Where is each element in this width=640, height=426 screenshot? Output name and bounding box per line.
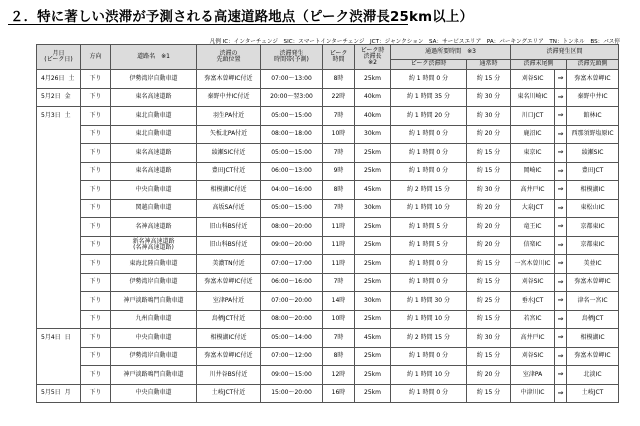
time-window-cell: 09:00～15:00 [261,366,323,385]
road-cell: 中央自動車道 [111,384,197,403]
road-cell: 伊勢湾岸自動車道 [111,70,197,89]
head-location-cell: 矢板北PA付近 [197,125,261,144]
date-label: 5月2日 [41,93,61,101]
date-cell [37,162,81,181]
date-cell [37,144,81,163]
section-head-cell: 東松山IC [567,199,619,218]
section-end-cell: 竜王IC [511,218,555,237]
head-location-cell: 土岐JCT付近 [197,384,261,403]
head-location-cell: 高坂SA付近 [197,199,261,218]
arrow-cell: ⇒ [555,107,567,126]
peak-time-cell: 9時 [323,162,355,181]
travel-normal-cell: 約 20 分 [467,218,511,237]
section-head-cell: 館林IC [567,107,619,126]
header-peak-length-label: ピーク時 渋滞長 [360,46,385,60]
travel-peak-cell: 約 1 時間 0 分 [391,347,467,366]
head-location-cell: 綾瀬SIC付近 [197,144,261,163]
time-window-cell: 09:00～20:00 [261,236,323,255]
direction-cell: 下り [81,255,111,274]
arrow-cell: ⇒ [555,199,567,218]
road-cell: 関越自動車道 [111,199,197,218]
head-location-cell: 川井谷BS付近 [197,366,261,385]
peak-time-cell: 7時 [323,144,355,163]
section-head-cell: 秦野中井IC [567,88,619,107]
table-row [37,292,619,311]
table-row [37,107,619,126]
travel-normal-cell: 約 15 分 [467,273,511,292]
date-label: 5月3日 [41,111,61,119]
peak-length-cell: 25km [355,310,391,329]
time-window-cell: 07:00～13:00 [261,70,323,89]
section-end-cell: 高井戸IC [511,329,555,348]
direction-cell: 下り [81,236,111,255]
head-location-cell: 美濃TN付近 [197,255,261,274]
date-cell [37,292,81,311]
section-head-cell: 美並IC [567,255,619,274]
table-row [37,144,619,163]
direction-cell: 下り [81,162,111,181]
travel-peak-cell: 約 1 時間 10 分 [391,310,467,329]
travel-peak-cell: 約 1 時間 0 分 [391,273,467,292]
section-head-cell: 綾瀬SIC [567,144,619,163]
section-end-cell: 刈谷SIC [511,347,555,366]
section-end-cell: 中津川IC [511,384,555,403]
section-end-cell: 刈谷SIC [511,273,555,292]
section-end-cell: 刈谷SIC [511,70,555,89]
direction-cell: 下り [81,88,111,107]
head-location-cell: 弥富木曽岬IC付近 [197,273,261,292]
travel-peak-cell: 約 1 時間 0 分 [391,70,467,89]
direction-cell: 下り [81,329,111,348]
travel-normal-cell: 約 15 分 [467,347,511,366]
arrow-cell: ⇒ [555,366,567,385]
peak-time-cell: 12時 [323,366,355,385]
travel-peak-cell: 約 1 時間 10 分 [391,366,467,385]
travel-normal-cell: 約 20 分 [467,199,511,218]
peak-time-cell: 11時 [323,255,355,274]
travel-peak-cell: 約 1 時間 0 分 [391,384,467,403]
header-peak-length-note: ※2 [368,59,377,67]
direction-cell: 下り [81,384,111,403]
time-window-cell: 06:00～16:00 [261,273,323,292]
section-end-cell: 大泉JCT [511,199,555,218]
arrow-cell: ⇒ [555,181,567,200]
head-location-cell: 相模湖IC付近 [197,329,261,348]
abbreviation-legend: 凡例 IC：インターチェンジ SIC：スマートインターチェンジ JCT：ジャンクション SA：サービスエリア PA：パーキングエリア TN：トンネル BS：バス停 [209,39,620,45]
peak-time-cell: 16時 [323,384,355,403]
travel-peak-cell: 約 1 時間 0 分 [391,125,467,144]
arrow-cell: ⇒ [555,144,567,163]
section-head-cell: 相模湖IC [567,181,619,200]
weekday-label: 金 [64,93,71,101]
peak-length-cell: 45km [355,181,391,200]
weekday-label: 月 [64,389,71,397]
header-direction: 方向 [81,45,111,70]
peak-time-cell: 11時 [323,218,355,237]
direction-cell: 下り [81,70,111,89]
date-label: 4月26日 [41,74,65,82]
road-cell: 東北自動車道 [111,125,197,144]
header-time-window: 渋滞発生 時間帯(予測) [261,45,323,70]
arrow-cell: ⇒ [555,273,567,292]
direction-cell: 下り [81,144,111,163]
table-row [37,199,619,218]
header-travel-time: 通過所要時間 ※3 [391,45,511,60]
road-cell: 東名高速道路 [111,162,197,181]
peak-length-cell: 25km [355,273,391,292]
direction-cell: 下り [81,125,111,144]
peak-length-cell: 25km [355,255,391,274]
date-cell [37,310,81,329]
date-cell [37,347,81,366]
time-window-cell: 07:00～12:00 [261,347,323,366]
peak-length-cell: 25km [355,347,391,366]
peak-length-cell: 25km [355,366,391,385]
arrow-cell: ⇒ [555,329,567,348]
peak-length-cell: 40km [355,107,391,126]
congestion-table [36,44,619,403]
table-row [37,347,619,366]
section-head-cell: 豊田JCT [567,162,619,181]
peak-length-cell: 25km [355,218,391,237]
section-head-cell: 鳥栖JCT [567,310,619,329]
travel-normal-cell: 約 15 分 [467,384,511,403]
time-window-cell: 05:00～15:00 [261,144,323,163]
direction-cell: 下り [81,199,111,218]
peak-length-cell: 30km [355,199,391,218]
peak-length-cell: 30km [355,292,391,311]
travel-normal-cell: 約 30 分 [467,107,511,126]
section-head-cell: 京都東IC [567,218,619,237]
date-cell [37,125,81,144]
header-section-end: 渋滞末尾側 [511,60,567,70]
time-window-cell: 07:00～20:00 [261,292,323,311]
table-row [37,310,619,329]
road-cell: 九州自動車道 [111,310,197,329]
road-cell: 東北自動車道 [111,107,197,126]
section-head-cell: 弥富木曽岬IC [567,70,619,89]
peak-time-cell: 7時 [323,107,355,126]
header-travel-normal: 通常時 [467,60,511,70]
peak-length-cell: 40km [355,88,391,107]
time-window-cell: 07:00～17:00 [261,255,323,274]
head-location-cell: 弥富木曽岬IC付近 [197,70,261,89]
header-date: 月日 (ピーク日) [37,45,81,70]
date-cell [37,107,81,126]
weekday-label: 土 [68,74,75,82]
road-cell: 神戸淡路鳴門自動車道 [111,292,197,311]
header-peak-time: ピーク 時間 [323,45,355,70]
table-row [37,125,619,144]
head-location-cell: 秦野中井IC付近 [197,88,261,107]
section-head-cell: 弥富木曽岬IC [567,273,619,292]
header-travel-peak: ピーク渋滞時 [391,60,467,70]
time-window-cell: 04:00～16:00 [261,181,323,200]
section-end-cell: 垂水JCT [511,292,555,311]
section-end-cell: 一宮木曽川IC [511,255,555,274]
date-cell [37,366,81,385]
arrow-cell: ⇒ [555,292,567,311]
peak-time-cell: 10時 [323,310,355,329]
table-row [37,181,619,200]
title-underline [8,24,408,25]
section-head-cell: 弥富木曽岬IC [567,347,619,366]
section-head-cell: 相模湖IC [567,329,619,348]
travel-normal-cell: 約 25 分 [467,292,511,311]
arrow-cell: ⇒ [555,88,567,107]
direction-cell: 下り [81,218,111,237]
peak-time-cell: 7時 [323,199,355,218]
date-cell [37,181,81,200]
section-end-cell: 高井戸IC [511,181,555,200]
header-head-location: 渋滞の 先頭位置 [197,45,261,70]
section-head-cell: 西那須野塩原IC [567,125,619,144]
travel-normal-cell: 約 30 分 [467,181,511,200]
weekday-label: 土 [64,111,71,119]
travel-peak-cell: 約 1 時間 10 分 [391,199,467,218]
direction-cell: 下り [81,366,111,385]
arrow-cell: ⇒ [555,236,567,255]
section-end-cell: 岡崎IC [511,162,555,181]
peak-length-cell: 25km [355,70,391,89]
section-head-cell: 津名一宮IC [567,292,619,311]
table-row [37,236,619,255]
time-window-cell: 05:00～14:00 [261,329,323,348]
date-cell [37,218,81,237]
peak-length-cell: 25km [355,236,391,255]
peak-time-cell: 14時 [323,292,355,311]
travel-peak-cell: 約 1 時間 5 分 [391,236,467,255]
travel-normal-cell: 約 15 分 [467,310,511,329]
peak-length-cell: 25km [355,144,391,163]
direction-cell: 下り [81,181,111,200]
travel-peak-cell: 約 1 時間 0 分 [391,255,467,274]
time-window-cell: 05:00～15:00 [261,199,323,218]
peak-time-cell: 8時 [323,70,355,89]
head-location-cell: 鳥栖JCT付近 [197,310,261,329]
travel-normal-cell: 約 30 分 [467,329,511,348]
travel-normal-cell: 約 30 分 [467,88,511,107]
travel-normal-cell: 約 20 分 [467,366,511,385]
travel-normal-cell: 約 15 分 [467,162,511,181]
arrow-cell: ⇒ [555,125,567,144]
header-section-head: 渋滞先頭側 [567,60,619,70]
head-location-cell: 豊田JCT付近 [197,162,261,181]
travel-peak-cell: 約 1 時間 0 分 [391,144,467,163]
peak-time-cell: 10時 [323,125,355,144]
table-row [37,329,619,348]
arrow-cell: ⇒ [555,162,567,181]
travel-normal-cell: 約 15 分 [467,70,511,89]
table-row [37,366,619,385]
direction-cell: 下り [81,107,111,126]
road-cell: 中央自動車道 [111,329,197,348]
date-cell [37,236,81,255]
section-end-cell: 東京IC [511,144,555,163]
time-window-cell: 20:00～翌3:00 [261,88,323,107]
arrow-cell: ⇒ [555,310,567,329]
date-label: 5月5日 [41,389,61,397]
road-cell: 伊勢湾岸自動車道 [111,273,197,292]
arrow-cell: ⇒ [555,218,567,237]
head-location-cell: 室津PA付近 [197,292,261,311]
direction-cell: 下り [81,310,111,329]
travel-peak-cell: 約 2 時間 15 分 [391,329,467,348]
arrow-cell: ⇒ [555,347,567,366]
road-cell: 中央自動車道 [111,181,197,200]
section-end-cell: 鹿沼IC [511,125,555,144]
date-cell [37,255,81,274]
section-head-cell: 北淡IC [567,366,619,385]
travel-peak-cell: 約 1 時間 20 分 [391,107,467,126]
peak-time-cell: 7時 [323,329,355,348]
header-peak-length [355,45,391,70]
date-cell [37,384,81,403]
weekday-label: 日 [64,333,71,341]
time-window-cell: 05:00～15:00 [261,107,323,126]
travel-peak-cell: 約 1 時間 35 分 [391,88,467,107]
head-location-cell: 旧山科BS付近 [197,236,261,255]
peak-length-cell: 30km [355,125,391,144]
road-cell: 新名神高速道路 (名神高速道路) [111,236,197,255]
section-head-cell: 京都東IC [567,236,619,255]
table-row [37,384,619,403]
date-cell [37,70,81,89]
travel-normal-cell: 約 15 分 [467,144,511,163]
direction-cell: 下り [81,273,111,292]
date-cell [37,273,81,292]
travel-peak-cell: 約 1 時間 5 分 [391,218,467,237]
peak-time-cell: 8時 [323,181,355,200]
travel-normal-cell: 約 15 分 [467,255,511,274]
arrow-cell: ⇒ [555,384,567,403]
date-label: 5月4日 [41,333,61,341]
peak-time-cell: 22時 [323,88,355,107]
section-end-cell: 若宮IC [511,310,555,329]
head-location-cell: 旧山科BS付近 [197,218,261,237]
road-cell: 名神高速道路 [111,218,197,237]
head-location-cell: 羽生PA付近 [197,107,261,126]
time-window-cell: 15:00～20:00 [261,384,323,403]
date-cell [37,199,81,218]
section-end-cell: 信楽IC [511,236,555,255]
time-window-cell: 08:00～18:00 [261,125,323,144]
travel-peak-cell: 約 1 時間 30 分 [391,292,467,311]
road-cell: 伊勢湾岸自動車道 [111,347,197,366]
direction-cell: 下り [81,347,111,366]
table-row [37,218,619,237]
time-window-cell: 08:00～20:00 [261,310,323,329]
head-location-cell: 相模湖IC付近 [197,181,261,200]
section-end-cell: 室津PA [511,366,555,385]
road-cell: 東名高速道路 [111,88,197,107]
time-window-cell: 08:00～20:00 [261,218,323,237]
road-cell: 東海北陸自動車道 [111,255,197,274]
section-end-cell: 東名川崎IC [511,88,555,107]
section-head-cell: 土岐JCT [567,384,619,403]
peak-time-cell: 8時 [323,347,355,366]
arrow-cell: ⇒ [555,70,567,89]
header-road: 道路名 ※1 [111,45,197,70]
table-row [37,70,619,89]
table-row [37,273,619,292]
travel-normal-cell: 約 20 分 [467,125,511,144]
travel-normal-cell: 約 20 分 [467,236,511,255]
table-row [37,162,619,181]
head-location-cell: 弥富木曽岬IC付近 [197,347,261,366]
peak-length-cell: 25km [355,162,391,181]
date-cell [37,329,81,348]
peak-length-cell: 45km [355,329,391,348]
road-cell: 東名高速道路 [111,144,197,163]
table-row [37,255,619,274]
time-window-cell: 06:00～13:00 [261,162,323,181]
travel-peak-cell: 約 2 時間 15 分 [391,181,467,200]
direction-cell: 下り [81,292,111,311]
table-row [37,88,619,107]
page-title: ２．特に著しい渋滞が予測される高速道路地点（ピーク渋滞長25km以上） [10,10,474,25]
date-cell [37,88,81,107]
table-body [37,70,619,403]
arrow-cell: ⇒ [555,255,567,274]
travel-peak-cell: 約 1 時間 0 分 [391,162,467,181]
peak-time-cell: 11時 [323,236,355,255]
header-section: 渋滞発生区間 [511,45,619,60]
section-end-cell: 川口JCT [511,107,555,126]
peak-time-cell: 7時 [323,273,355,292]
peak-length-cell: 25km [355,384,391,403]
road-cell: 神戸淡路鳴門自動車道 [111,366,197,385]
